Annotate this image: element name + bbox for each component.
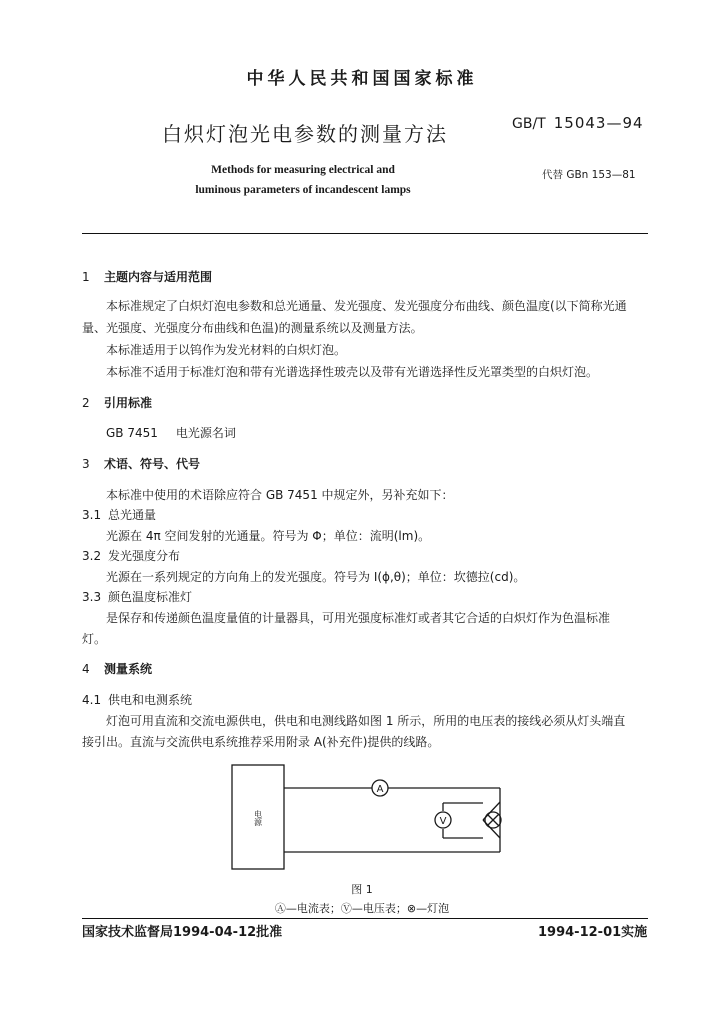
- section-3-number: 3: [82, 457, 90, 471]
- replaces-standard: 代替 GBn 153—81: [542, 169, 636, 181]
- figure-1-label: 图 1: [351, 883, 373, 896]
- subsection-3-1-title: 总光通量: [108, 508, 157, 522]
- subsection-3-3-text-line-1: 是保存和传递颜色温度量值的计量器具，可用光强度标准灯或者其它合适的白炽灯作为色温标准: [106, 611, 611, 625]
- standard-code-prefix: GB/T: [512, 116, 546, 132]
- document-title-en-line2: luminous parameters of incandescent lamps: [195, 184, 411, 196]
- voltmeter-label: V: [439, 816, 447, 827]
- reference-title: 电光源名词: [175, 426, 236, 440]
- s4-paragraph-line-1: 灯泡可用直流和交流电源供电，供电和电测线路如图 1 所示，所用的电压表的接线必须从灯头端直: [106, 714, 626, 728]
- section-2-number: 2: [82, 396, 90, 410]
- document-title-cn: 白炽灯泡光电参数的测量方法: [162, 122, 448, 146]
- subsection-3-2-number: 3.2: [82, 549, 102, 563]
- section-3-title: 术语、符号、代号: [104, 457, 201, 471]
- subsection-4-1-number: 4.1: [82, 693, 102, 707]
- standard-type: 中华人民共和国国家标准: [246, 69, 478, 89]
- subsection-3-1-number: 3.1: [82, 508, 102, 522]
- s3-intro: 本标准中使用的术语除应符合 GB 7451 中规定外，另补充如下：: [106, 488, 454, 502]
- power-source-label: 电源: [253, 810, 263, 826]
- subsection-3-2-text: 光源在一系列规定的方向角上的发光强度。符号为 I(ϕ,θ)；单位：坎德拉(cd)。: [106, 570, 526, 584]
- subsection-3-2-title: 发光强度分布: [108, 549, 181, 563]
- section-2-title: 引用标准: [104, 396, 153, 410]
- effective-date: 1994-12-01实施: [538, 925, 648, 940]
- document-title-en-line1: Methods for measuring electrical and: [211, 164, 395, 176]
- s1-paragraph-1-line-1: 本标准规定了白炽灯泡电参数和总光通量、发光强度、发光强度分布曲线、颜色温度(以下简称光通: [106, 299, 627, 313]
- footer-divider: [82, 918, 648, 919]
- section-1-title: 主题内容与适用范围: [104, 270, 213, 284]
- s1-paragraph-2: 本标准适用于以钨作为发光材料的白炽灯泡。: [106, 343, 347, 357]
- s1-paragraph-1-line-2: 量、光强度、光强度分布曲线和色温)的测量系统以及测量方法。: [82, 321, 423, 335]
- subsection-3-3-text-line-2: 灯。: [82, 632, 107, 646]
- section-4-number: 4: [82, 662, 90, 676]
- section-1-number: 1: [82, 270, 90, 284]
- subsection-3-1-text: 光源在 4π 空间发射的光通量。符号为 Φ；单位：流明(lm)。: [106, 529, 431, 543]
- subsection-4-1-title: 供电和电测系统: [108, 693, 193, 707]
- section-4-title: 测量系统: [104, 662, 153, 676]
- figure-1-legend: Ⓐ—电流表；Ⓥ—电压表；⊗—灯泡: [274, 902, 450, 915]
- s1-paragraph-3: 本标准不适用于标准灯泡和带有光谱选择性玻壳以及带有光谱选择性反光罩类型的白炽灯泡。: [106, 365, 599, 379]
- ammeter-label: A: [376, 784, 384, 795]
- standard-code-number: 15043—94: [553, 114, 644, 132]
- issue-date: 国家技术监督局1994-04-12批准: [82, 925, 283, 940]
- subsection-3-3-title: 颜色温度标准灯: [108, 590, 193, 604]
- s4-paragraph-line-2: 接引出。直流与交流供电系统推荐采用附录 A(补充件)提供的线路。: [82, 735, 440, 749]
- reference-code: GB 7451: [106, 426, 158, 440]
- subsection-3-3-number: 3.3: [82, 590, 102, 604]
